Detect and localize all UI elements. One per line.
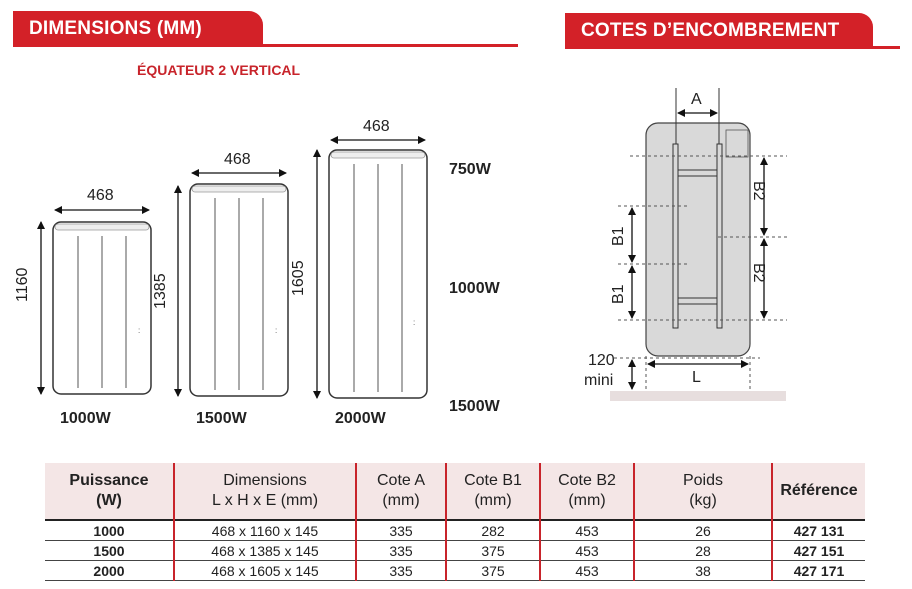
table-row bbox=[45, 561, 865, 581]
cell-dimensions: 468 x 1160 x 145 bbox=[174, 520, 356, 541]
svg-text::: : bbox=[413, 318, 416, 327]
cote-mini-value: 120 bbox=[588, 352, 615, 369]
radiator-2-width-label: 468 bbox=[224, 151, 251, 168]
cote-l-label: L bbox=[692, 369, 701, 386]
cell-puissance: 1000 bbox=[45, 520, 174, 541]
cell-reference: 427 171 bbox=[772, 561, 865, 581]
cell-poids: 28 bbox=[634, 541, 772, 561]
cell-cote-b1: 375 bbox=[446, 561, 540, 581]
radiator-2000w bbox=[317, 140, 427, 398]
cote-a-label: A bbox=[691, 91, 702, 108]
header-dimensions: Dimensions L x H x E (mm) bbox=[174, 463, 356, 520]
radiator-1500w bbox=[178, 173, 288, 396]
cell-reference: 427 131 bbox=[772, 520, 865, 541]
cotes-drawing bbox=[610, 88, 787, 401]
cell-cote-b1: 375 bbox=[446, 541, 540, 561]
side-power-1500w: 1500W bbox=[449, 398, 500, 415]
radiator-1-height-label: 1160 bbox=[14, 267, 31, 302]
cotes-header-title: COTES D’ENCOMBREMENT bbox=[581, 20, 840, 41]
radiator-3-power-label: 2000W bbox=[335, 410, 386, 427]
cell-dimensions: 468 x 1385 x 145 bbox=[174, 541, 356, 561]
header-reference: Référence bbox=[772, 463, 865, 520]
specifications-table bbox=[45, 463, 865, 581]
side-power-750w: 750W bbox=[449, 161, 491, 178]
header-cote-b1: Cote B1 (mm) bbox=[446, 463, 540, 520]
cote-b1-upper-label: B1 bbox=[610, 226, 627, 246]
table-header-row bbox=[45, 463, 865, 520]
radiator-1-power-label: 1000W bbox=[60, 410, 111, 427]
cell-puissance: 1500 bbox=[45, 541, 174, 561]
svg-text::: : bbox=[275, 326, 278, 335]
header-cote-b2: Cote B2 (mm) bbox=[540, 463, 634, 520]
cell-dimensions: 468 x 1605 x 145 bbox=[174, 561, 356, 581]
cell-cote-b1: 282 bbox=[446, 520, 540, 541]
cote-b2-upper-label: B2 bbox=[750, 181, 767, 201]
header-poids: Poids (kg) bbox=[634, 463, 772, 520]
radiator-3-width-label: 468 bbox=[363, 118, 390, 135]
svg-text::: : bbox=[138, 326, 141, 335]
radiator-2-height-label: 1385 bbox=[152, 273, 169, 309]
cell-poids: 38 bbox=[634, 561, 772, 581]
cell-poids: 26 bbox=[634, 520, 772, 541]
cell-cote-b2: 453 bbox=[540, 541, 634, 561]
cote-b1-lower-label: B1 bbox=[610, 284, 627, 304]
cell-reference: 427 151 bbox=[772, 541, 865, 561]
cell-cote-b2: 453 bbox=[540, 520, 634, 541]
cell-cote-a: 335 bbox=[356, 520, 446, 541]
table-row bbox=[45, 541, 865, 561]
cell-cote-b2: 453 bbox=[540, 561, 634, 581]
cell-puissance: 2000 bbox=[45, 561, 174, 581]
radiator-2-power-label: 1500W bbox=[196, 410, 247, 427]
cell-cote-a: 335 bbox=[356, 561, 446, 581]
radiator-3-height-label: 1605 bbox=[290, 260, 307, 296]
radiator-1000w bbox=[41, 210, 151, 394]
header-cote-a: Cote A (mm) bbox=[356, 463, 446, 520]
radiator-1-width-label: 468 bbox=[87, 187, 114, 204]
model-name: ÉQUATEUR 2 VERTICAL bbox=[137, 62, 301, 78]
header-puissance: Puissance (W) bbox=[45, 463, 174, 520]
cell-cote-a: 335 bbox=[356, 541, 446, 561]
side-power-1000w: 1000W bbox=[449, 280, 500, 297]
cote-mini-label: mini bbox=[584, 372, 614, 389]
cote-b2-lower-label: B2 bbox=[750, 263, 767, 283]
table-row bbox=[45, 520, 865, 541]
dimensions-header-title: DIMENSIONS (MM) bbox=[29, 18, 202, 39]
